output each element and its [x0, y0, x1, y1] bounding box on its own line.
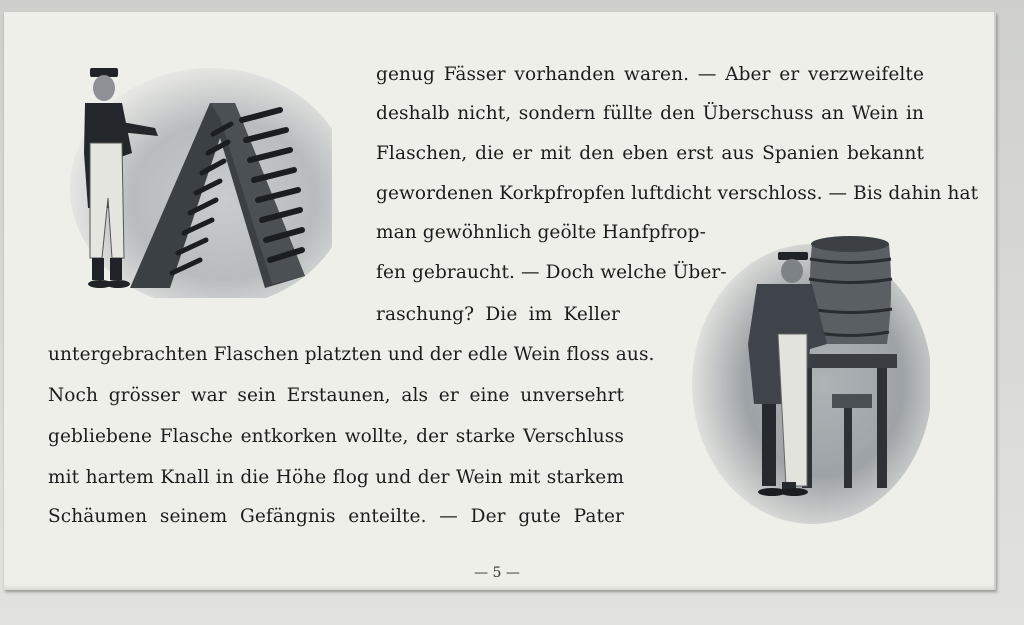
- text-line-9: Noch grösser war sein Erstaunen, als er eine unversehrt: [48, 385, 624, 406]
- book-page: [4, 12, 996, 590]
- text-line-7: raschung? Die im Keller: [376, 304, 620, 325]
- illustration-riddling-rack: [60, 48, 332, 298]
- text-line-5: man gewöhnlich geölte Hanfpfrop-: [376, 222, 706, 243]
- text-line-2: deshalb nicht, sondern füllte den Überschuss an Wein in: [376, 103, 924, 124]
- text-line-4: gewordenen Korkpfropfen luftdicht verschloss. — Bis dahin hat: [376, 183, 979, 204]
- text-line-12: Schäumen seinem Gefängnis enteilte. — Der gute Pater: [48, 506, 624, 527]
- text-line-8: untergebrachten Flaschen platzten und der edle Wein floss aus.: [48, 344, 655, 365]
- page-number: — 5 —: [474, 565, 520, 581]
- riddling-rack-engraving: [60, 48, 332, 298]
- text-line-10: gebliebene Flasche entkorken wollte, der starke Verschluss: [48, 426, 624, 447]
- text-line-6: fen gebraucht. — Doch welche Über-: [376, 262, 727, 283]
- text-line-1: genug Fässer vorhanden waren. — Aber er verzweifelte: [376, 64, 924, 85]
- text-line-11: mit hartem Knall in die Höhe flog und der Wein mit starkem: [48, 467, 624, 488]
- text-line-3: Flaschen, die er mit den eben erst aus Spanien bekannt: [376, 143, 924, 164]
